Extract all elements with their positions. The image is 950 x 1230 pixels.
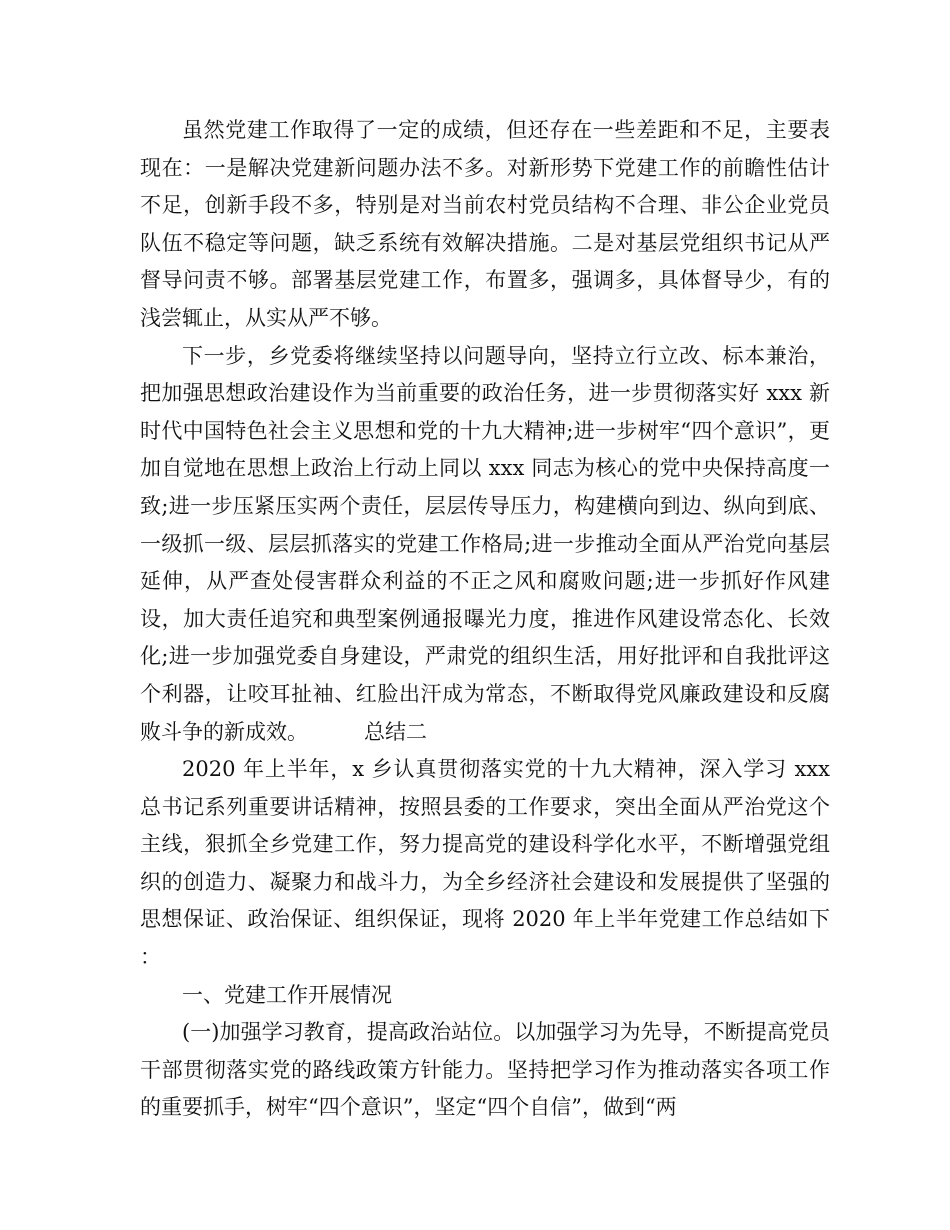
paragraph-text: 一、党建工作开展情况	[182, 982, 392, 1007]
paragraph-next-steps	[140, 338, 830, 752]
section-heading: 总结二	[364, 719, 427, 744]
paragraph-text: (一)加强学习教育，提高政治站位。以加强学习为先导，不断提高党员干部贯彻落实党的路线政策方针能力。坚持把学习作为推动落实各项工作的重要抓手，树牢“四个意识”，坚定“四个自信”，做到“两	[140, 1020, 830, 1120]
paragraph-study-education	[140, 1014, 830, 1127]
paragraph-text: 虽然党建工作取得了一定的成绩，但还存在一些差距和不足，主要表现在：一是解决党建新问题办法不多。对新形势下党建工作的前瞻性估计不足，创新手段不多，特别是对当前农村党员结构不合理、非公企业党员队伍不稳定等问题，缺乏系统有效解决措施。二是对基层党组织书记从严督导问责不够。部署基层党建工作，布置多，强调多，具体督导少，有的浅尝辄止，从实从严不够。	[140, 118, 830, 330]
paragraph-summary-intro	[140, 751, 830, 977]
paragraph-text: 2020 年上半年，x 乡认真贯彻落实党的十九大精神，深入学习 xxx 总书记系列重要讲话精神，按照县委的工作要求，突出全面从严治党这个主线，狠抓全乡党建工作，努力提高党的建设科学化水平，不断增强党组织的创造力、凝聚力和战斗力，为全乡经济社会建设和发展提供了坚强的思想保证、政治保证、组织保证，现将 2020 年上半年党建工作总结如下 ：	[140, 757, 830, 970]
document-body	[140, 112, 830, 1127]
paragraph-shortcomings	[140, 112, 830, 338]
heading-work-status	[140, 977, 830, 1015]
paragraph-text: 下一步，乡党委将继续坚持以问题导向，坚持立行立改、标本兼治，把加强思想政治建设作为当前重要的政治任务，进一步贯彻落实好 xxx 新时代中国特色社会主义思想和党的十九大精神;进一步树牢“四个意识”，更加自觉地在思想上政治上行动上同以 xxx 同志为核心的党中央保持高度一致;进一步压紧压实两个责任，层层传导压力，构建横向到边、纵向到底、一级抓一级、层层抓落实的党建工作格局;进一步推动全面从严治党向基层延伸，从严查处侵害群众利益的不正之风和腐败问题;进一步抓好作风建设，加大责任追究和典型案例通报曝光力度，推进作风建设常态化、长效化;进一步加强党委自身建设，严肃党的组织生活，用好批评和自我批评这个利器，让咬耳扯袖、红脸出汗成为常态，不断取得党风廉政建设和反腐败斗争的新成效。	[140, 343, 830, 744]
